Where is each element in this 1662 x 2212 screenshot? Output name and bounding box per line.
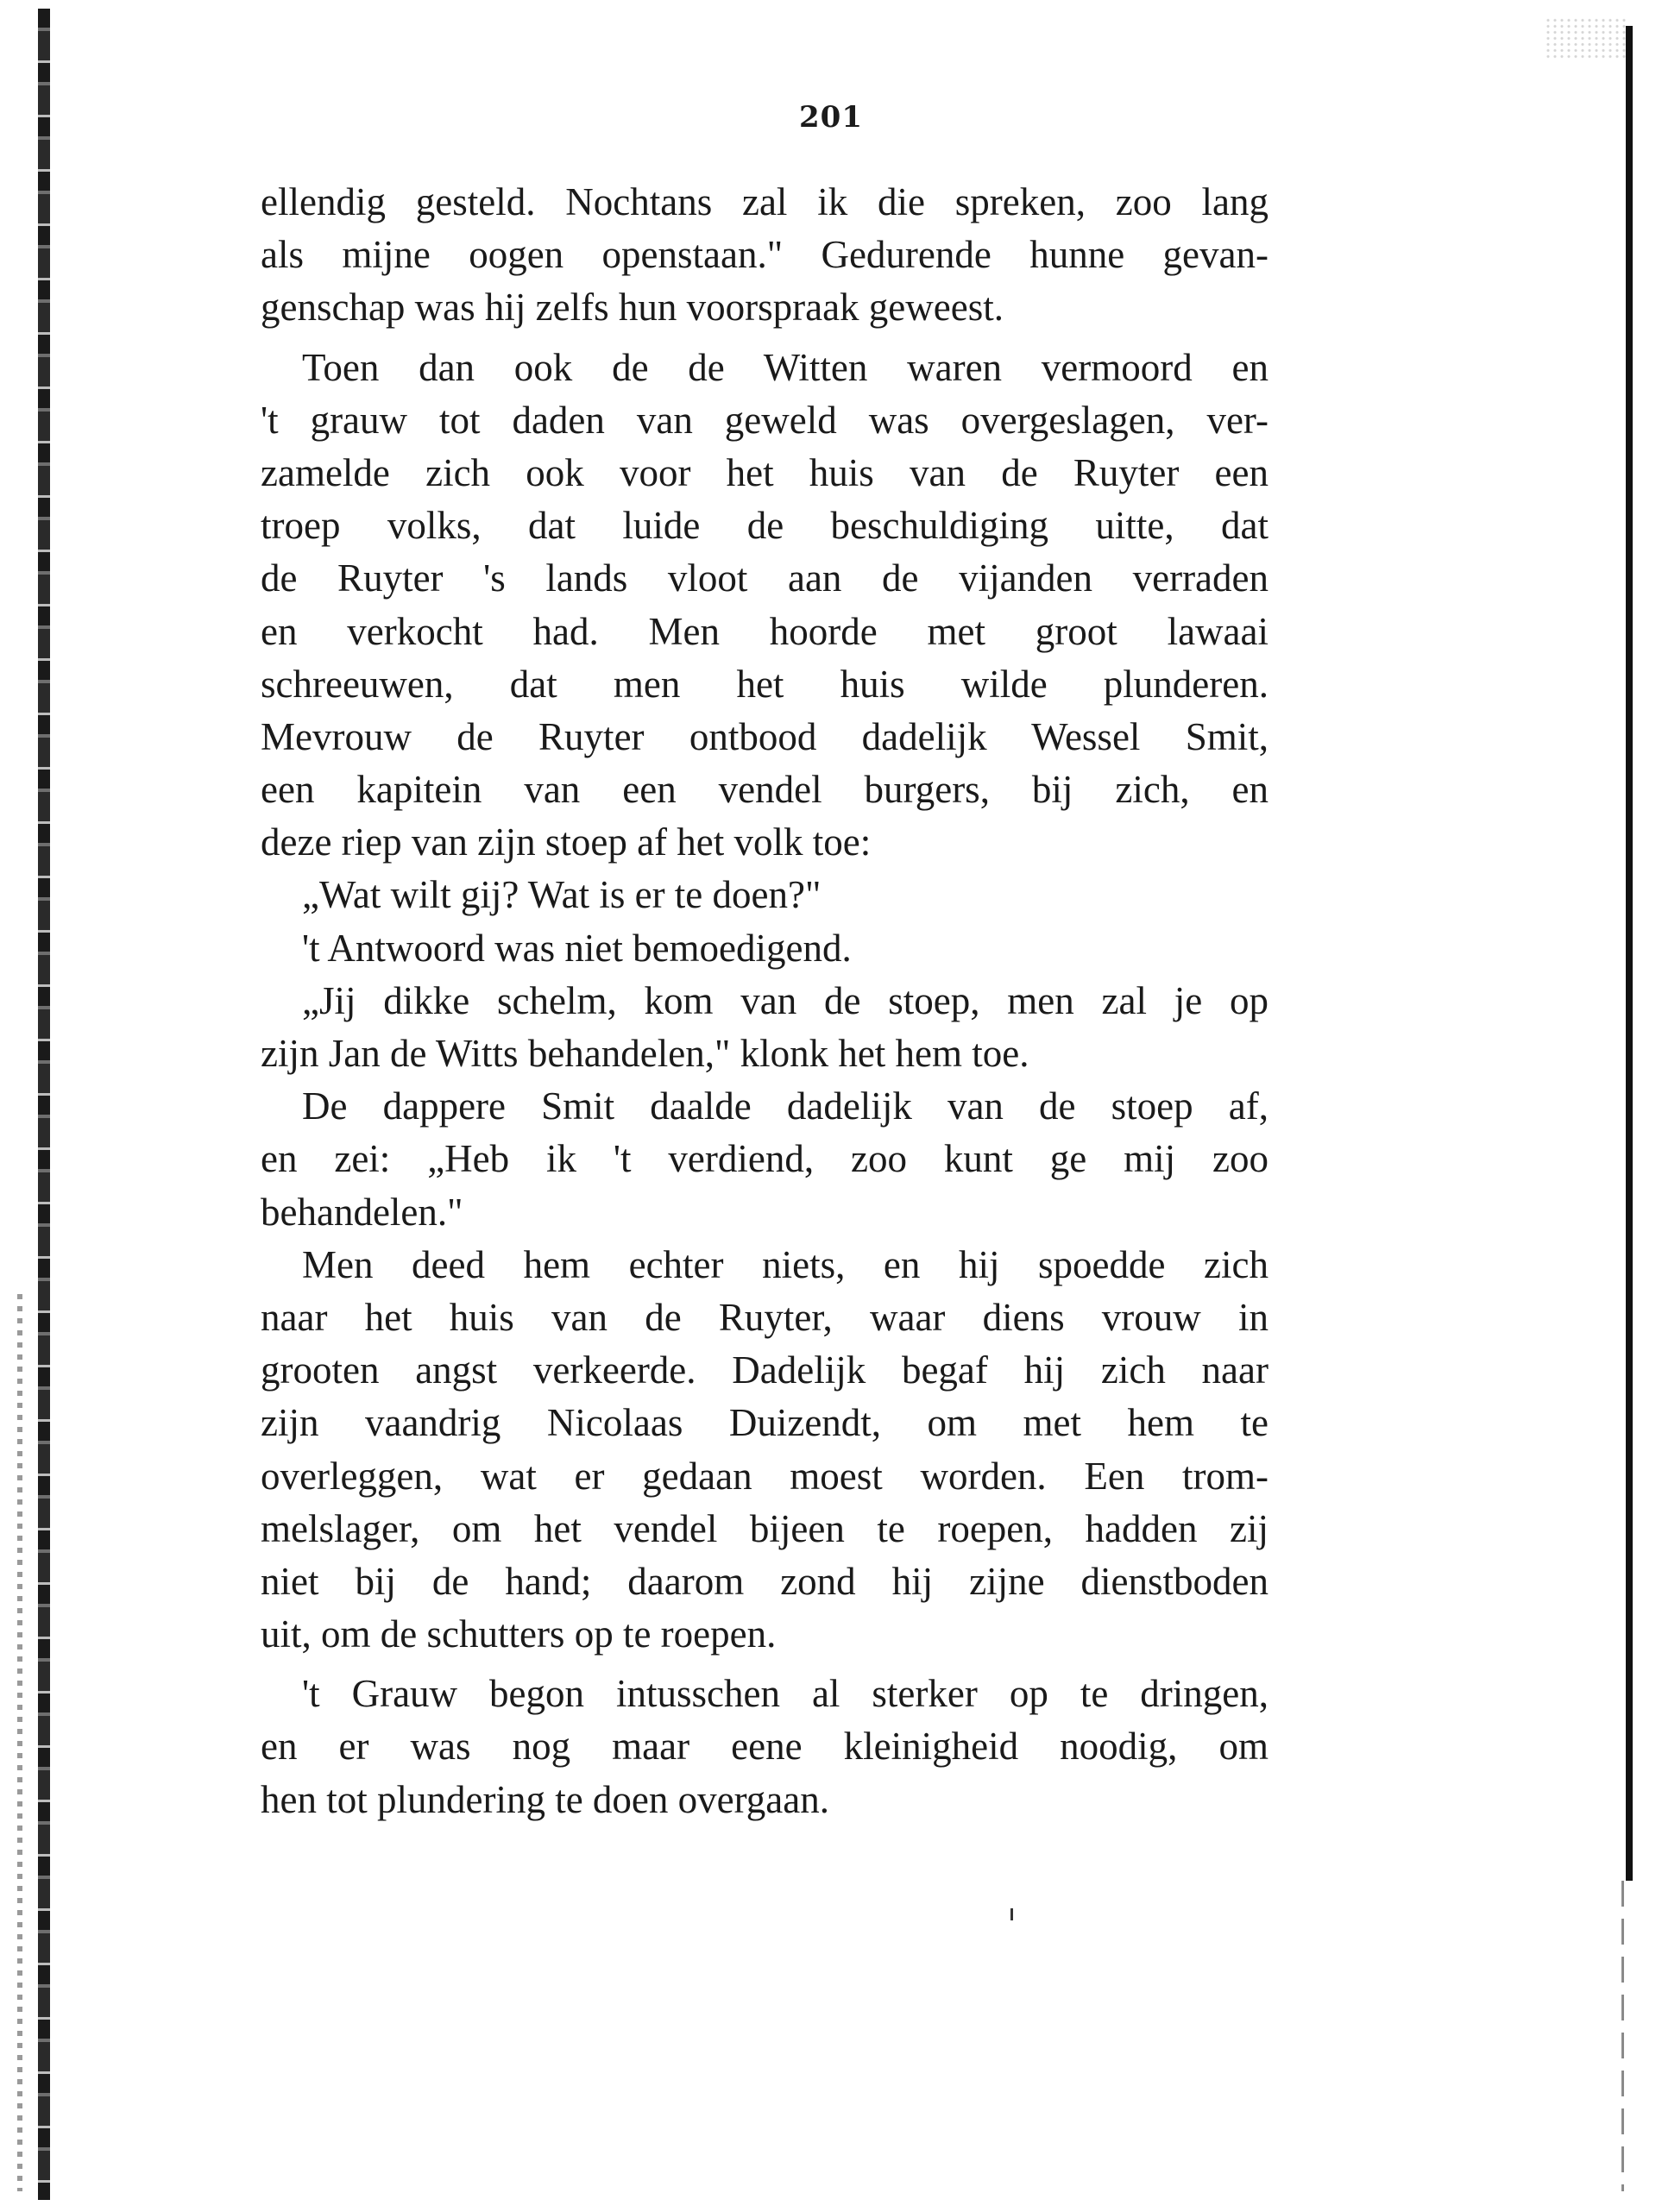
text-line: de Ruyter 's lands vloot aan de vijanden verraden: [261, 556, 1269, 600]
text-line: genschap was hij zelfs hun voorspraak geweest.: [261, 286, 1004, 330]
text-line: uit, om de schutters op te roepen.: [261, 1612, 777, 1656]
text-line: 't grauw tot daden van geweld was overgeslagen, ver-: [261, 398, 1269, 442]
scan-noise: [1545, 17, 1627, 60]
text-line: deze riep van zijn stoep af het volk toe:: [261, 820, 872, 864]
text-line: De dappere Smit daalde dadelijk van de stoep af,: [302, 1084, 1269, 1128]
text-line: als mijne oogen openstaan." Gedurende hunne gevan-: [261, 233, 1269, 277]
text-line: en verkocht had. Men hoorde met groot lawaai: [261, 609, 1269, 653]
text-line: grooten angst verkeerde. Dadelijk begaf hij zich naar: [261, 1348, 1269, 1392]
scan-edge-right-faint: [1621, 1881, 1624, 2191]
text-line: overleggen, wat er gedaan moest worden. Een trom-: [261, 1454, 1269, 1498]
text-line: 't Grauw begon intusschen al sterker op te dringen,: [302, 1672, 1269, 1716]
text-line: en zei: „Heb ik 't verdiend, zoo kunt ge mij zoo: [261, 1137, 1269, 1181]
text-line: een kapitein van een vendel burgers, bij zich, en: [261, 768, 1269, 812]
text-line: zijn Jan de Witts behandelen," klonk het hem toe.: [261, 1032, 1029, 1075]
body-text: [261, 176, 1269, 1826]
scan-edge-left: [38, 9, 50, 2200]
scan-edge-left-faint: [17, 1294, 22, 2191]
text-line: niet bij de hand; daarom zond hij zijne dienstboden: [261, 1559, 1269, 1603]
text-line: naar het huis van de Ruyter, waar diens vrouw in: [261, 1295, 1269, 1339]
text-line: hen tot plundering te doen overgaan.: [261, 1777, 829, 1821]
scan-edge-right: [1626, 26, 1633, 1881]
text-line: Mevrouw de Ruyter ontbood dadelijk Wessel Smit,: [261, 714, 1269, 758]
text-line: „Wat wilt gij? Wat is er te doen?": [302, 873, 822, 917]
text-line: zamelde zich ook voor het huis van de Ruyter een: [261, 450, 1269, 494]
text-line: behandelen.": [261, 1190, 463, 1234]
text-line: 't Antwoord was niet bemoedigend.: [302, 926, 852, 970]
text-line: en er was nog maar eene kleinigheid noodig, om: [261, 1725, 1269, 1769]
text-line: schreeuwen, dat men het huis wilde plunderen.: [261, 662, 1269, 706]
text-line: ellendig gesteld. Nochtans zal ik die spreken, zoo lang: [261, 180, 1269, 223]
text-line: Men deed hem echter niets, en hij spoedde zich: [302, 1242, 1269, 1286]
text-line: Toen dan ook de de Witten waren vermoord en: [302, 345, 1269, 389]
text-line: melslager, om het vendel bijeen te roepen, hadden zij: [261, 1506, 1269, 1550]
scan-mark: [1010, 1908, 1013, 1920]
page-number: 201: [799, 100, 863, 135]
text-line: „Jij dikke schelm, kom van de stoep, men zal je op: [302, 978, 1269, 1022]
text-line: zijn vaandrig Nicolaas Duizendt, om met hem te: [261, 1401, 1269, 1445]
text-line: troep volks, dat luide de beschuldiging uitte, dat: [261, 504, 1269, 548]
